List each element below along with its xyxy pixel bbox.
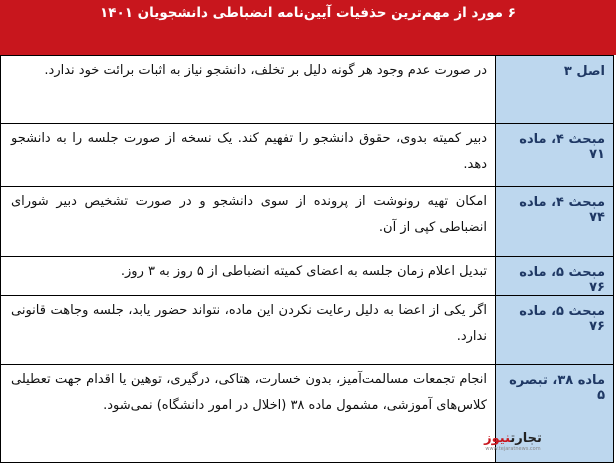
row-reference: اصل ۳ — [496, 56, 614, 124]
row-description: انجام تجمعات مسالمت‌آمیز، بدون خسارت، هتاکی، درگیری، توهین یا اقدام جهت تعطیلی کلاس‌های آموزشی، مشمول ماده ۳۸ (اخلال در امور دانشگاه) نمی‌شود. — [1, 365, 496, 463]
table-row — [1, 187, 614, 257]
row-reference: مبحث ۴، ماده ۷۴ — [496, 187, 614, 257]
row-reference: مبحث ۵، ماده ۷۶ — [496, 257, 614, 296]
row-description: امکان تهیه رونوشت از پرونده از سوی دانشجو و در صورت تشخیص دبیر شورای انضباطی کپی از آن. — [1, 187, 496, 257]
table-row — [1, 56, 614, 124]
row-reference: مبحث ۴، ماده ۷۱ — [496, 124, 614, 187]
logo-word-1: تجارت — [510, 431, 542, 446]
table-row — [1, 296, 614, 365]
row-reference: مبحث ۵، ماده ۷۶ — [496, 296, 614, 365]
brand-logo — [463, 432, 563, 456]
row-description: در صورت عدم وجود هر گونه دلیل بر تخلف، دانشجو نیاز به اثبات برائت خود ندارد. — [1, 56, 496, 124]
page-title: ۶ مورد از مهم‌ترین حذفیات آیین‌نامه انضباطی دانشجویان ۱۴۰۱ — [0, 0, 616, 55]
table-row — [1, 124, 614, 187]
table-row — [1, 257, 614, 296]
rules-table — [0, 55, 614, 463]
row-reference: ماده ۳۸، تبصره ۵ — [496, 365, 614, 463]
logo-word-2: نیوز — [484, 431, 511, 446]
row-description: دبیر کمیته بدوی، حقوق دانشجو را تفهیم کند. یک نسخه از صورت جلسه را به دانشجو دهد. — [1, 124, 496, 187]
logo-url: www.tejaratnews.com — [485, 446, 541, 452]
row-description: تبدیل اعلام زمان جلسه به اعضای کمیته انضباطی از ۵ روز به ۳ روز. — [1, 257, 496, 296]
row-description: اگر یکی از اعضا به دلیل رعایت نکردن این ماده، نتواند حضور یابد، جلسه وجاهت قانونی ندارد. — [1, 296, 496, 365]
